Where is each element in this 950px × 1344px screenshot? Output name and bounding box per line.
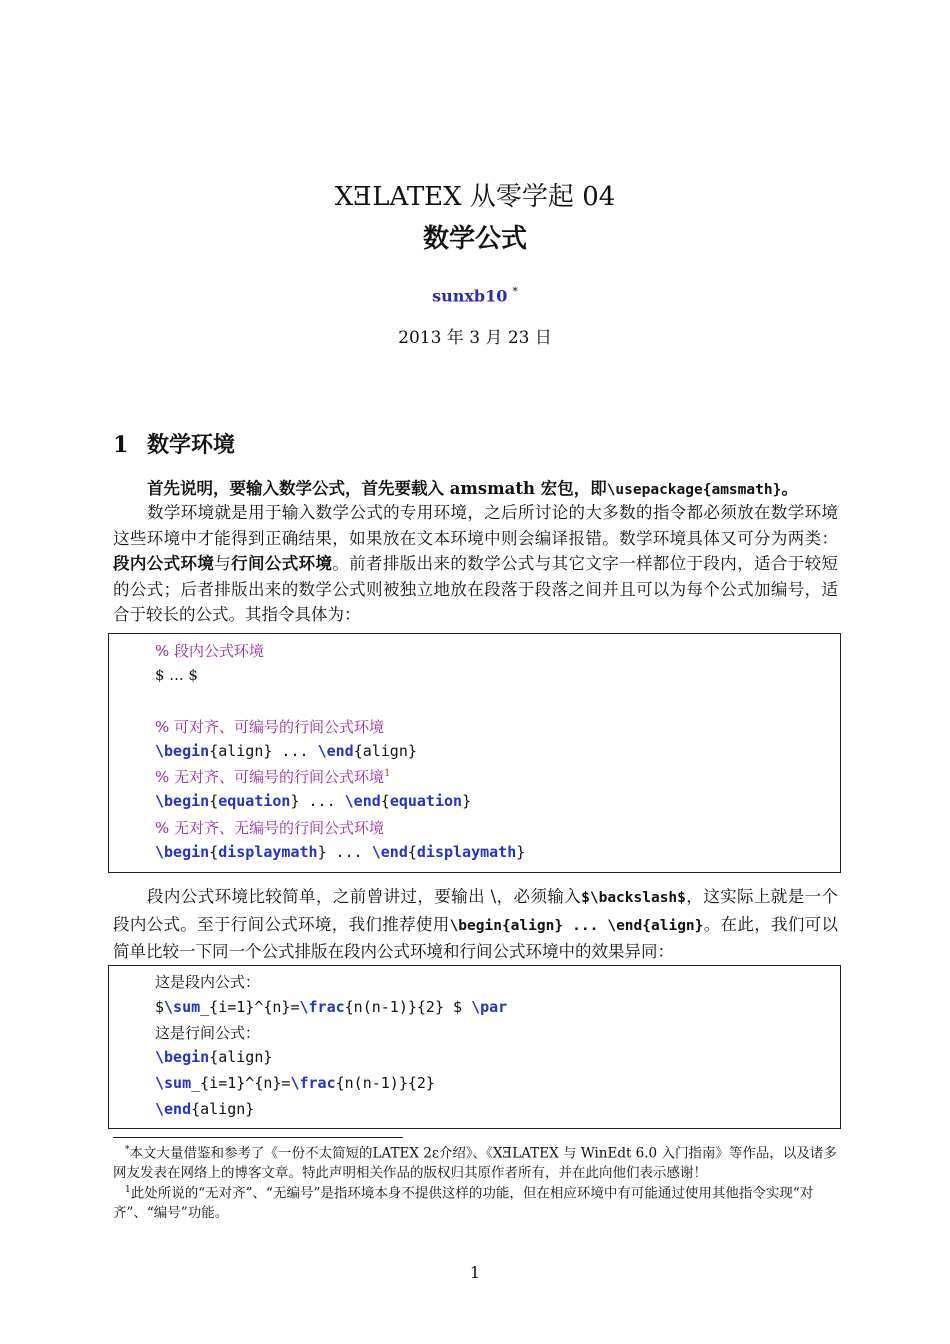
- author-line: [0, 285, 950, 305]
- document-subtitle: 数学公式: [422, 224, 527, 254]
- code-line: [155, 1074, 435, 1092]
- code-keyword: \begin: [155, 742, 210, 760]
- section-title: 数学环境: [147, 432, 236, 458]
- code-line: [155, 742, 417, 760]
- footnote-1: [113, 1141, 838, 1183]
- paragraph-text: ，这实际上就是一个段内公式。至于行间公式环境，我们推荐使用: [113, 887, 838, 934]
- code-line: [155, 1048, 272, 1066]
- inline-code: \usepackage{amsmath}: [606, 482, 782, 498]
- document-title: XƎLATEX 从零学起 04: [334, 182, 616, 212]
- code-text: {align}: [209, 1048, 273, 1066]
- code-keyword: \begin: [155, 843, 210, 861]
- bold-term-inline: 段内公式环境: [113, 554, 215, 573]
- paragraph-text: 首先说明，要输入数学公式，首先要载入 amsmath 宏包，即: [147, 479, 607, 498]
- paragraph-inline-vs-display: [113, 884, 838, 965]
- code-keyword: \end: [371, 843, 408, 861]
- paragraph-math-env: [113, 500, 838, 628]
- code-keyword: \frac: [290, 1074, 336, 1092]
- paragraph-text: 。前者排版出来的数学公式与其它文字一样都位于段内，适合于较短的公式；后者排版出来的数学公式则被独立地放在段落于段落之间并且可以为每个公式加编号，适合于较长的公式。其指令具体为：: [113, 554, 839, 624]
- code-env-name: displaymath: [416, 843, 517, 861]
- paragraph-text-end: 。: [781, 479, 798, 498]
- code-text: ...: [299, 792, 345, 810]
- code-line: [155, 998, 507, 1016]
- code-line: $ ... $: [155, 666, 198, 684]
- paragraph-text: 段内公式环境比较简单，之前曾讲过，要输出 \，必须输入: [147, 887, 582, 906]
- code-text: _{i=1}^{n}=: [191, 1074, 291, 1092]
- code-text: ...: [326, 843, 372, 861]
- code-line: \begin{displaymath} ... \end{displaymath}: [155, 843, 526, 861]
- footnote-rule: [113, 1137, 403, 1138]
- author-name[interactable]: sunxb10: [432, 286, 508, 306]
- code-text: {n(n-1)}{2}: [335, 1074, 435, 1092]
- code-text: {align}: [209, 742, 273, 760]
- inline-code: \begin{align} ... \end{align}: [449, 917, 704, 934]
- code-text: _{i=1}^{n}=: [200, 998, 300, 1016]
- code-line: 这是段内公式：: [155, 973, 261, 991]
- code-comment: [155, 766, 390, 787]
- author-footnote-mark: *: [512, 285, 518, 298]
- code-keyword: \end: [317, 742, 354, 760]
- code-comment: % 无对齐、无编号的行间公式环境: [155, 819, 385, 837]
- paragraph-text: 与: [214, 554, 232, 573]
- footnote-ref[interactable]: 1: [384, 768, 391, 779]
- code-text: {align}: [353, 742, 417, 760]
- code-line: 这是行间公式：: [155, 1024, 261, 1042]
- code-text: {n(n-1)}{2} $: [344, 998, 472, 1016]
- code-keyword: \par: [471, 998, 508, 1016]
- code-keyword: \sum: [164, 998, 201, 1016]
- code-text: ...: [272, 742, 318, 760]
- code-keyword: \end: [344, 792, 381, 810]
- document-date: 2013 年 3 月 23 日: [398, 328, 552, 348]
- code-keyword: \end: [155, 1100, 192, 1118]
- code-env-name: displaymath: [218, 843, 318, 861]
- code-keyword: \frac: [299, 998, 345, 1016]
- code-text: {align}: [191, 1100, 255, 1118]
- footnote-mark: *: [125, 1145, 130, 1155]
- code-comment: % 段内公式环境: [155, 642, 265, 660]
- code-comment-text: % 无对齐、可编号的行间公式环境: [155, 768, 385, 786]
- bold-term-display: 行间公式环境: [231, 554, 333, 573]
- footnote-mark: 1: [125, 1185, 131, 1195]
- code-line: \begin{equation} ... \end{equation}: [155, 792, 472, 810]
- footnote-2: [113, 1181, 838, 1223]
- code-line: [155, 1100, 254, 1118]
- code-keyword: \begin: [155, 1048, 210, 1066]
- page-number: 1: [469, 1263, 481, 1282]
- paragraph-text: 数学环境就是用于输入数学公式的专用环境，之后所讨论的大多数的指令都必须放在数学环境这些环境中才能得到正确结果，如果放在文本环境中则会编译报错。数学环境具体又可分为两类：: [113, 503, 838, 548]
- code-env-name: equation: [389, 792, 463, 810]
- footnote-text: 此处所说的“无对齐”、“无编号”是指环境本身不提供这样的功能，但在相应环境中有可能通过使用其他指令实现“对齐”、“编号”功能。: [113, 1185, 814, 1221]
- inline-code: $\backslash$: [581, 890, 686, 906]
- code-keyword: \sum: [155, 1074, 192, 1092]
- footnote-text: 本文大量借鉴和参考了《一份不太简短的LATEX 2ε介绍》、《XƎLATEX 与 WinEdt 6.0 入门指南》等作品，以及诸多网友发表在网络上的博客文章。特此声明相关作品的版权归其原作者所有，并在此向他们表示感谢！: [113, 1145, 837, 1181]
- code-block-comparison: [108, 965, 841, 1129]
- section-number: 1: [113, 432, 129, 458]
- code-keyword: \begin: [155, 792, 210, 810]
- code-block-environments: [108, 633, 841, 873]
- code-env-name: equation: [218, 792, 291, 810]
- paragraph-text: 。在此，我们可以简单比较一下同一个公式排版在段内公式环境和行间公式环境中的效果异同：: [113, 914, 839, 961]
- code-text: $: [155, 998, 165, 1016]
- code-comment: % 可对齐、可编号的行间公式环境: [155, 718, 385, 736]
- section-heading: [113, 428, 235, 459]
